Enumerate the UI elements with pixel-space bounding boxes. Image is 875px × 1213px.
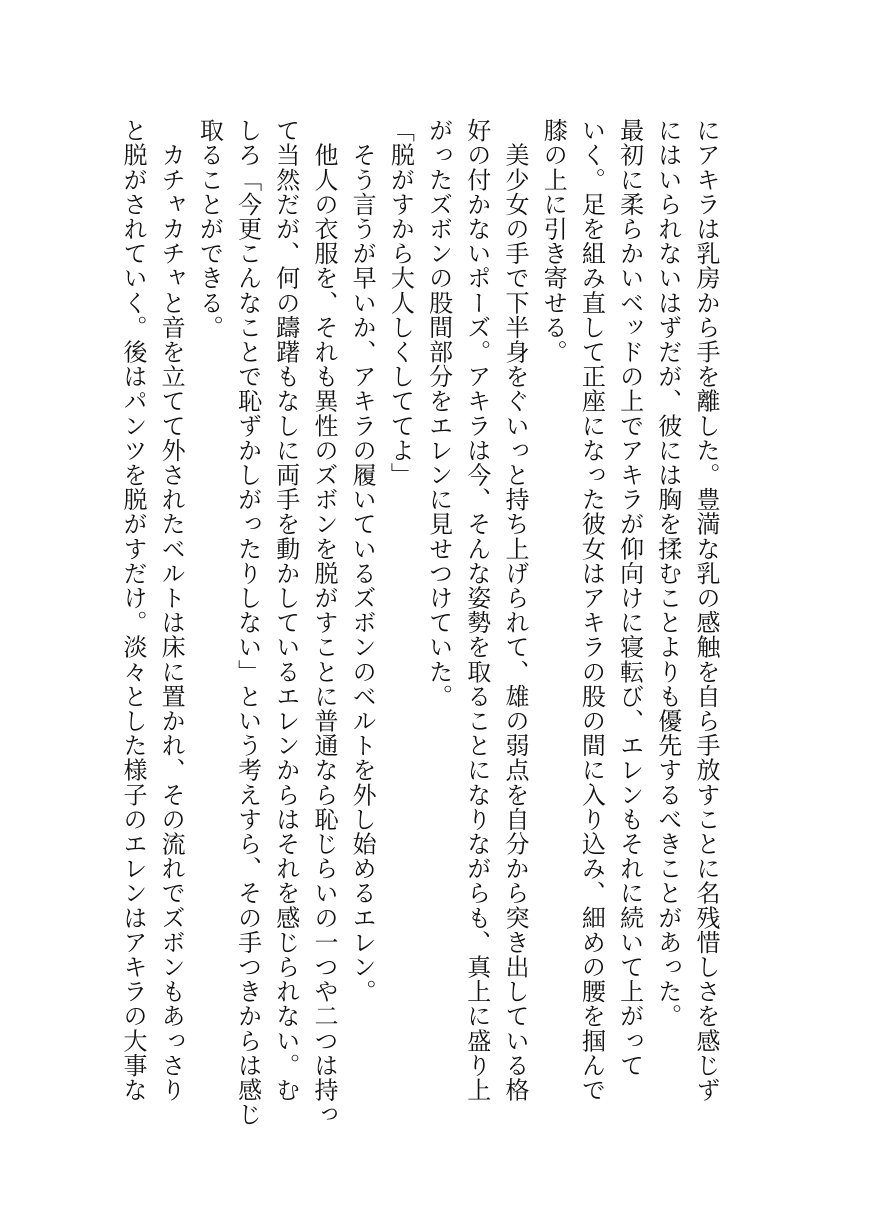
text-line: 膝の上に引き寄せる。 [539,118,568,364]
text-line: 最初に柔らかいベッドの上でアキラが仰向けに寝転び、エレンもそれに続いて上がって [615,118,644,1078]
text-line: 取ることができる。 [195,118,224,340]
vertical-text-body [118,118,725,1127]
text-line: しろ「今更こんなことで恥ずかしがったりしない」という考えすら、その手つきからは感じ [233,118,262,1127]
text-line: がったズボンの股間部分をエレンに見せつけていた。 [424,118,453,709]
text-line: 好の付かないポーズ。アキラは今、そんな姿勢を取ることになりながらも、真上に盛り上 [462,118,491,1102]
text-line: そう言うが早いか、アキラの履いているズボンのベルトを外し始めるエレン。 [348,118,377,1004]
text-line: 美少女の手で下半身をぐいっと持ち上げられて、雄の弱点を自分から突き出している格 [500,118,529,1102]
text-line: 他人の衣服を、それも異性のズボンを脱がすことに普通なら恥じらいの一つや二つは持っ [309,118,338,1127]
text-line: 「脱がすから大人しくしててよ」 [386,118,415,487]
text-line: にアキラは乳房から手を離した。豊満な乳の感触を自ら手放すことに名残惜しさを感じず [692,118,720,1102]
text-line: と脱がされていく。後はパンツを脱がすだけ。淡々とした様子のエレンはアキラの大事な [118,118,147,1102]
text-line: カチャカチャと音を立てて外されたベルトは床に置かれ、その流れでズボンもあっさり [157,118,186,1102]
text-line: て当然だが、何の躊躇もなしに両手を動かしているエレンからはそれを感じられない。む [271,118,300,1102]
text-line: いく。足を組み直して正座になった彼女はアキラの股の間に入り込み、細めの腰を掴んで [577,118,606,1102]
text-line: にはいられないはずだが、彼には胸を揉むことよりも優先するべきことがあった。 [653,118,682,1029]
